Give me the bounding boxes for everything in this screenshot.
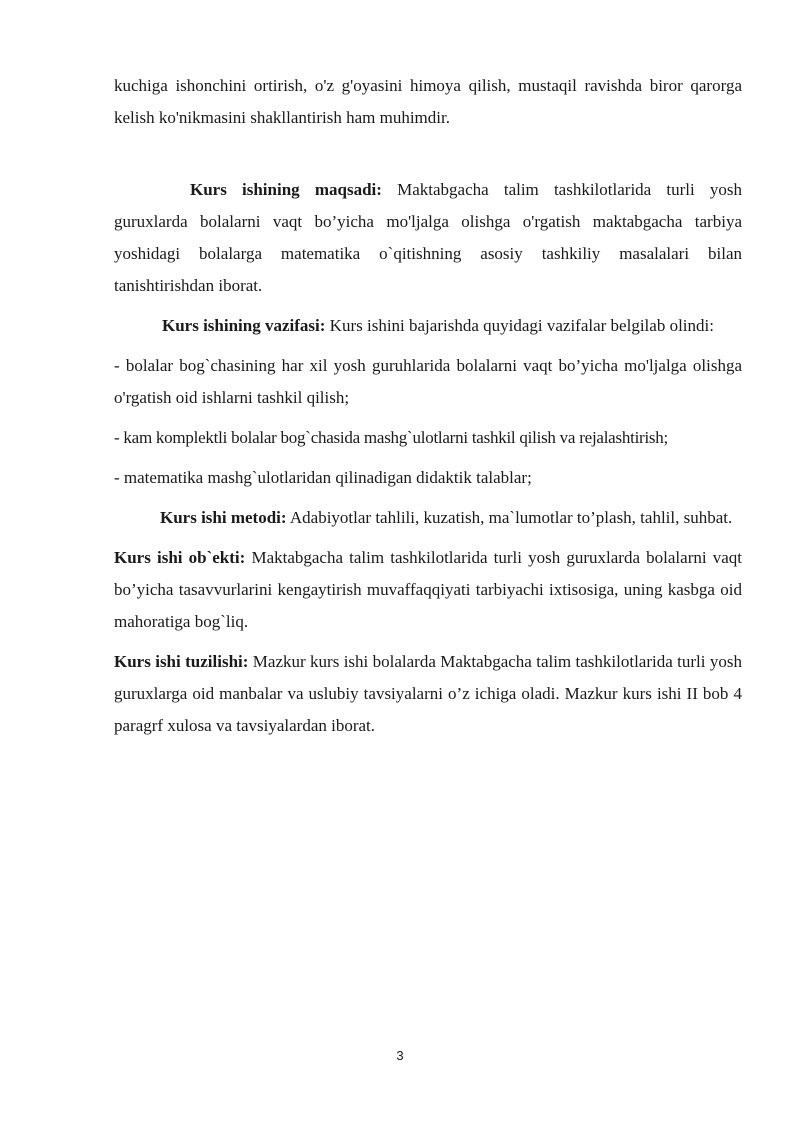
- vazifa-paragraph: [114, 310, 742, 342]
- obekt-label: Kurs ishi ob`ekti:: [114, 548, 246, 567]
- document-body: [114, 70, 742, 742]
- list-item: - kam komplektli bolalar bog`chasida mashg`ulotlarni tashkil qilish va rejalashtirish;: [114, 428, 669, 447]
- tuzilishi-label: Kurs ishi tuzilishi:: [114, 652, 249, 671]
- obekt-text: Maktabgacha talim tashkilotlarida turli yosh guruxlarda bolalarni vaqt bo’yicha tasavvurlarini kengaytirish muvaffaqqiyati tarbiyachi ixtisosiga, uning kasbga oid mahoratiga bog`liq.: [114, 548, 742, 631]
- metod-text: Adabiyotlar tahlili, kuzatish, ma`lumotlar to’plash, tahlil, suhbat.: [286, 508, 733, 527]
- list-item: - bolalar bog`chasining har xil yosh guruhlarida bolalarni vaqt bo’yicha mo'ljalga olishga o'rgatish oid ishlarni tashkil qilish;: [114, 356, 742, 407]
- list-item: - matematika mashg`ulotlaridan qilinadigan didaktik talablar;: [114, 468, 532, 487]
- vazifa-label: Kurs ishining vazifasi:: [162, 316, 326, 335]
- intro-paragraph: kuchiga ishonchini ortirish, o'z g'oyasini himoya qilish, mustaqil ravishda biror qarorga kelish ko'nikmasini shakllantirish ham muhimdir.: [114, 76, 742, 127]
- tuzilishi-paragraph: [114, 646, 742, 742]
- tuzilishi-text: Mazkur kurs ishi bolalarda Maktabgacha talim tashkilotlarida turli yosh guruxlarga oid manbalar va uslubiy tavsiyalarni o’z ichiga oladi. Mazkur kurs ishi II bob 4 paragrf xulosa va tavsiyalardan iborat.: [114, 652, 742, 735]
- obekt-paragraph: [114, 542, 742, 638]
- maqsad-label: Kurs ishining maqsadi:: [190, 180, 382, 199]
- metod-label: Kurs ishi metodi:: [160, 508, 287, 527]
- page-number: 3: [396, 1048, 404, 1063]
- vazifa-text: Kurs ishini bajarishda quyidagi vazifalar belgilab olindi:: [325, 316, 714, 335]
- maqsad-paragraph: [114, 174, 742, 302]
- metod-paragraph: [114, 502, 742, 534]
- maqsad-text: Maktabgacha talim tashkilotlarida turli yosh guruxlarda bolalarni vaqt bo’yicha mo'ljalga olishga o'rgatish maktabgacha tarbiya yoshidagi bolalarga matematika o`qitishning asosiy tashkiliy masalalari bilan tanishtirishdan iborat.: [114, 180, 743, 295]
